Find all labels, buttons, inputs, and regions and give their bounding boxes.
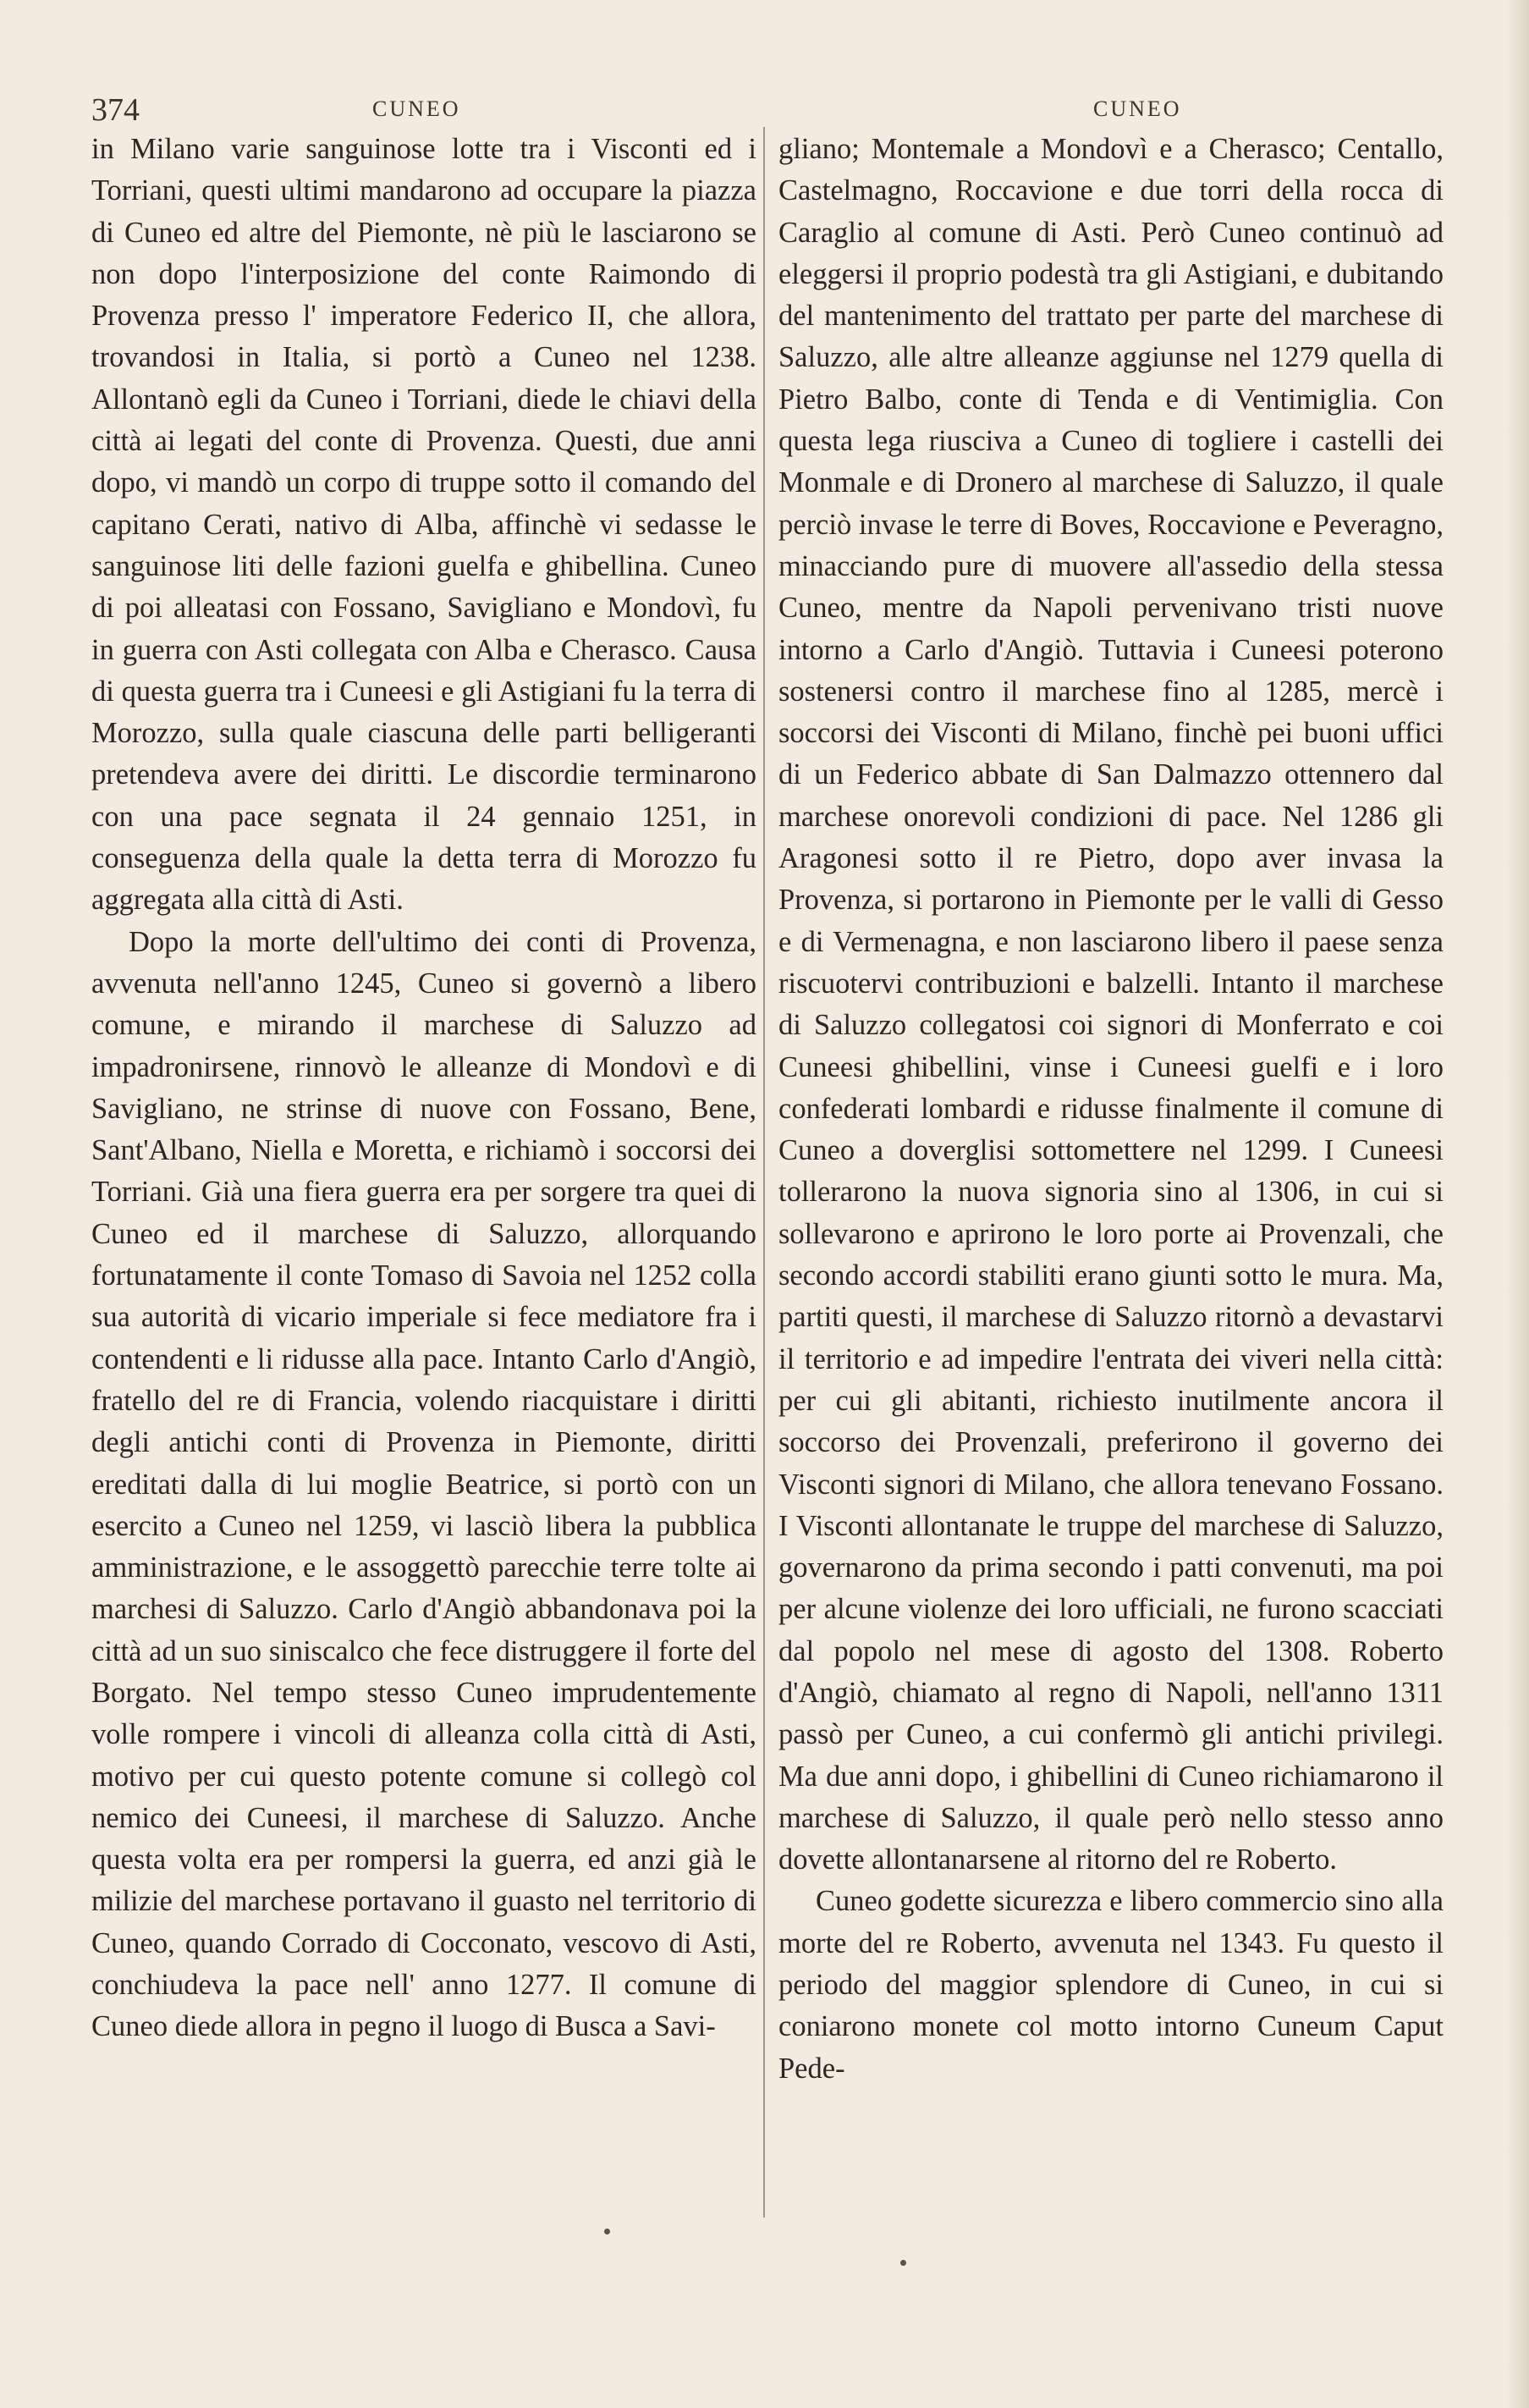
column-divider	[763, 127, 765, 2218]
page-edge-shadow	[1505, 0, 1529, 2408]
paragraph: Cuneo godette sicurezza e libero commercio sino alla morte del re Roberto, avvenuta nel 1343. Fu questo il periodo del maggior splendore di Cuneo, in cui si coniarono monete col motto intorno Cuneum Caput Pede-	[778, 1885, 1444, 2085]
left-text-column	[91, 129, 756, 2048]
paragraph: gliano; Montemale a Mondovì e a Cherasco; Centallo, Castelmagno, Roccavione e due torri della rocca di Caraglio al comune di Asti. Però Cuneo continuò ad eleggersi il proprio podestà tra gli Astigiani, e dubitando del mantenimento del trattato per parte del marchese di Saluzzo, alle altre alleanze aggiunse nel 1279 quella di Pietro Balbo, conte di Tenda e di Ventimiglia. Con questa lega riusciva a Cuneo di togliere i castelli dei Monmale e di Dronero al marchese di Saluzzo, il quale perciò invase le terre di Boves, Roccavione e Peveragno, minacciando pure di muovere all'assedio della stessa Cuneo, mentre da Napoli pervenivano tristi nuove intorno a Carlo d'Angiò. Tuttavia i Cuneesi poterono sostenersi contro il marchese fino al 1285, mercè i soccorsi dei Visconti di Milano, finchè pei buoni uffici di un Federico abbate di San Dalmazzo ottennero dal marchese onorevoli condizioni di pace. Nel 1286 gli Aragonesi sotto il re Pietro, dopo aver invasa la Provenza, si portarono in Piemonte per le valli di Gesso e di Vermenagna, e non lasciarono libero il paese senza riscuotervi contribuzioni e balzelli. Intanto il marchese di Saluzzo collegatosi coi signori di Monferrato e coi Cuneesi ghibellini, vinse i Cuneesi guelfi e i loro confederati lombardi e ridusse finalmente il comune di Cuneo a doverglisi sottomettere nel 1299. I Cuneesi tollerarono la nuova signoria sino al 1306, in cui si sollevarono e aprirono le loro porte ai Provenzali, che secondo accordi stabiliti erano giunti sotto le mura. Ma, partiti questi, il marchese di Saluzzo ritornò a devastarvi il territorio e ad impedire l'entrata dei viveri nella città: per cui gli abitanti, richiesto inutilmente ancora il soccorso dei Provenzali, preferirono il governo dei Visconti signori di Milano, che allora tenevano Fossano. I Visconti allontanate le truppe del marchese di Saluzzo, governarono da prima secondo i patti convenuti, ma poi per alcune violenze dei loro ufficiali, ne furono scacciati dal popolo nel mese di agosto del 1308. Roberto d'Angiò, chiamato al regno di Napoli, nell'anno 1311 passò per Cuneo, a cui confermò gli antichi privilegi. Ma due anni dopo, i ghibellini di Cuneo richiamarono il marchese di Saluzzo, il quale però nello stesso anno dovette allontanarsene al ritorno del re Roberto.	[778, 133, 1444, 1876]
paragraph: in Milano varie sanguinose lotte tra i Visconti ed i Torriani, questi ultimi mandarono ad occupare la piazza di Cuneo ed altre del Piemonte, nè più le lasciarono se non dopo l'interposizione del conte Raimondo di Provenza presso l' imperatore Federico II, che allora, trovandosi in Italia, si portò a Cuneo nel 1238. Allontanò egli da Cuneo i Torriani, diede le chiavi della città ai legati del conte di Provenza. Questi, due anni dopo, vi mandò un corpo di truppe sotto il comando del capitano Cerati, nativo di Alba, affinchè vi sedasse le sanguinose liti delle fazioni guelfa e ghibellina. Cuneo di poi alleatasi con Fossano, Savigliano e Mondovì, fu in guerra con Asti collegata con Alba e Cherasco. Causa di questa guerra tra i Cuneesi e gli Astigiani fu la terra di Morozzo, sulla quale ciascuna delle parti belligeranti pretendeva avere dei diritti. Le discordie terminarono con una pace segnata il 24 gennaio 1251, in conseguenza della quale la detta terra di Morozzo fu aggregata alla città di Asti.	[91, 133, 756, 917]
running-title-left: CUNEO	[372, 96, 461, 121]
page-number: 374	[91, 92, 140, 128]
running-title-right: CUNEO	[1093, 96, 1182, 121]
print-speck	[900, 2260, 906, 2266]
right-text-column	[778, 129, 1444, 2090]
paragraph: Dopo la morte dell'ultimo dei conti di Provenza, avvenuta nell'anno 1245, Cuneo si governò a libero comune, e mirando il marchese di Saluzzo ad impadronirsene, rinnovò le alleanze di Mondovì e di Savigliano, ne strinse di nuove con Fossano, Bene, Sant'Albano, Niella e Moretta, e richiamò i soccorsi dei Torriani. Già una fiera guerra era per sorgere tra quei di Cuneo ed il marchese di Saluzzo, allorquando fortunatamente il conte Tomaso di Savoia nel 1252 colla sua autorità di vicario imperiale si fece mediatore fra i contendenti e li ridusse alla pace. Intanto Carlo d'Angiò, fratello del re di Francia, volendo riacquistare i diritti degli antichi conti di Provenza in Piemonte, diritti ereditati dalla di lui moglie Beatrice, si portò con un esercito a Cuneo nel 1259, vi lasciò libera la pubblica amministrazione, e le assoggettò parecchie terre tolte ai marchesi di Saluzzo. Carlo d'Angiò abbandonava poi la città ad un suo siniscalco che fece distruggere il forte del Borgato. Nel tempo stesso Cuneo imprudentemente volle rompere i vincoli di alleanza colla città di Asti, motivo per cui questo potente comune si collegò col nemico dei Cuneesi, il marchese di Saluzzo. Anche questa volta era per rompersi la guerra, ed anzi già le milizie del marchese portavano il guasto nel territorio di Cuneo, quando Corrado di Cocconato, vescovo di Asti, conchiudeva la pace nell' anno 1277. Il comune di Cuneo diede allora in pegno il luogo di Busca a Savi-	[91, 925, 756, 2043]
print-speck	[604, 2229, 610, 2234]
